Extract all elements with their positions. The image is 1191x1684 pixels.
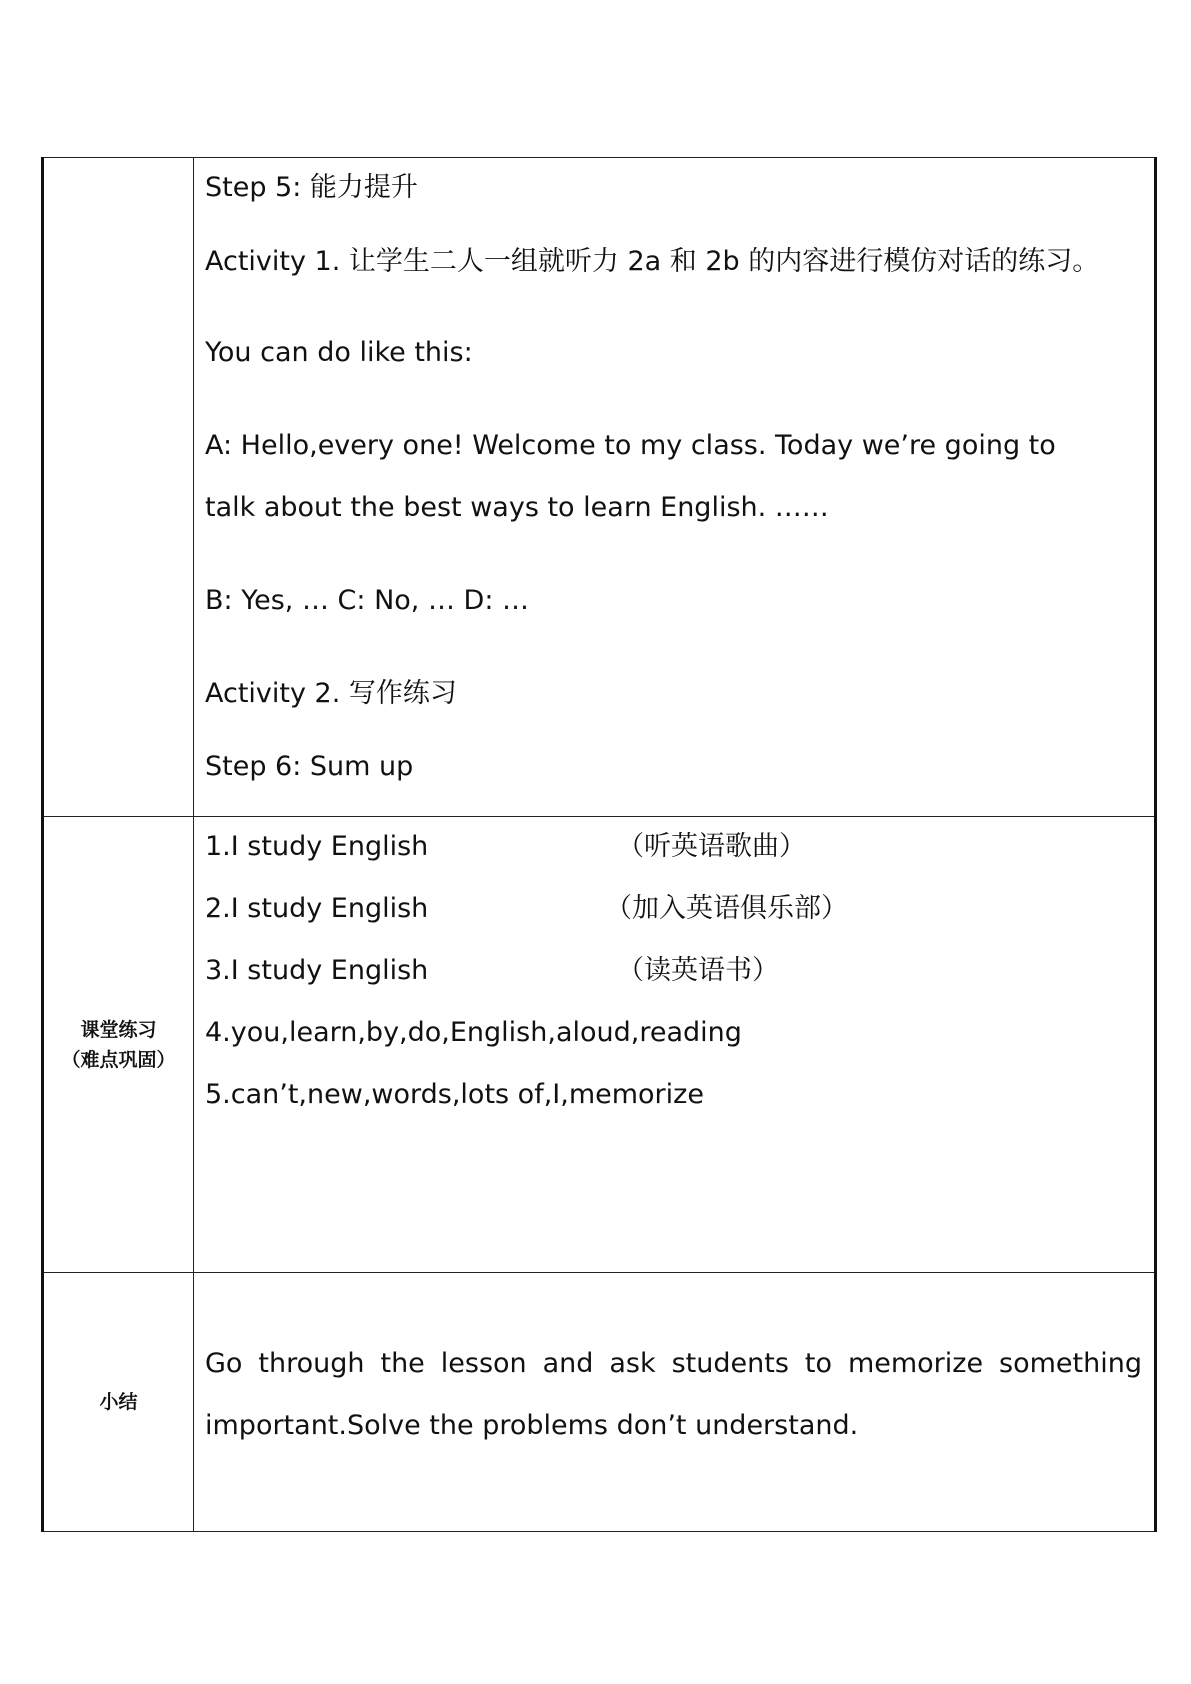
practice-content <box>205 817 1142 1113</box>
summary-paragraph <box>205 1333 1142 1457</box>
practice-content-cell <box>194 817 1156 1273</box>
exercise-item <box>205 953 1142 989</box>
practice-label: 课堂练习 <box>80 1018 157 1041</box>
step-6-heading: Step 6: Sum up <box>205 751 414 782</box>
exercise-text: 5.can’t,new,words,lots of,I,memorize <box>205 1079 704 1110</box>
practice-row <box>43 817 1156 1273</box>
summary-line-2: important.Solve the problems don’t understand. <box>205 1410 859 1441</box>
exercise-item <box>205 829 1142 865</box>
exercise-item <box>205 891 1142 927</box>
exercise-hint: （读英语书） <box>617 955 779 986</box>
steps-row <box>43 158 1156 817</box>
steps-label-cell <box>43 158 194 817</box>
exercise-text: 4.you,learn,by,do,English,aloud,reading <box>205 1017 742 1048</box>
steps-content <box>205 158 1142 785</box>
summary-line-1: Go through the lesson and ask students to memorize something <box>205 1348 1142 1379</box>
summary-row <box>43 1273 1156 1532</box>
exercise-text: 3.I study English <box>205 955 429 986</box>
summary-content-cell <box>194 1273 1156 1532</box>
step-5-heading: Step 5: 能力提升 <box>205 172 418 203</box>
exercise-text: 2.I study English <box>205 893 429 924</box>
exercise-hint: （加入英语俱乐部） <box>605 893 848 924</box>
dialogue-responses: B: Yes, … C: No, … D: … <box>205 585 529 616</box>
summary-label-cell: 小结 <box>43 1273 194 1532</box>
exercise-text: 1.I study English <box>205 831 429 862</box>
activity-2-text: Activity 2. 写作练习 <box>205 678 457 709</box>
steps-content-cell <box>194 158 1156 817</box>
activity-1-text: Activity 1. 让学生二人一组就听力 2a 和 2b 的内容进行模仿对话的练习。 <box>205 246 1100 277</box>
exercise-hint: （听英语歌曲） <box>617 831 806 862</box>
practice-label-cell <box>43 817 194 1273</box>
dialogue-line-a: A: Hello,every one! Welcome to my class. Today we’re going to <box>205 430 1056 461</box>
dialogue-line-a-cont: talk about the best ways to learn English. …… <box>205 492 829 523</box>
practice-sublabel: （难点巩固） <box>61 1048 176 1071</box>
lesson-plan-table <box>41 157 1157 1532</box>
dialogue-intro: You can do like this: <box>205 337 473 368</box>
